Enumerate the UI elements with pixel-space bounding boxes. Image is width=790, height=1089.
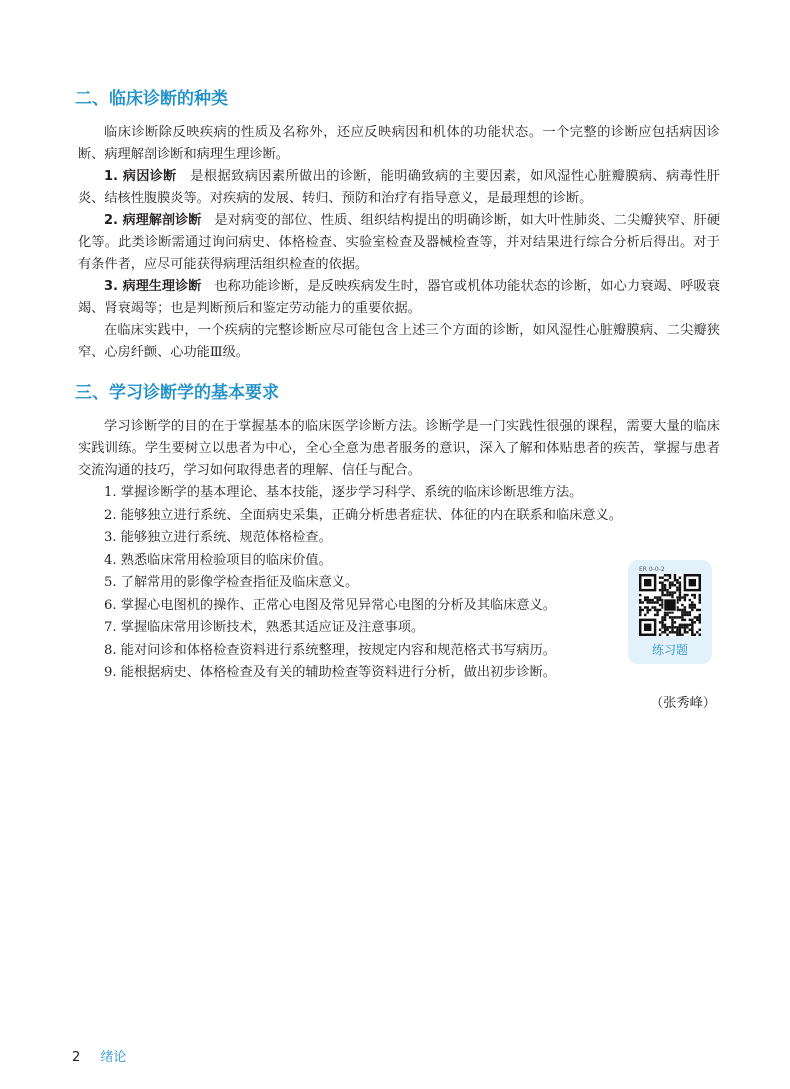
section-title-learning-requirements: 三、学习诊断学的基本要求 [75,383,279,403]
list-item: 3. 能够独立进行系统、规范体格检查。 [104,530,332,545]
author-credit: （张秀峰） [650,695,716,711]
list-item: 7. 掌握临床常用诊断技术，熟悉其适应证及注意事项。 [104,620,425,635]
diagnosis-type-item [78,276,720,320]
list-item: 1. 掌握诊断学的基本理论、基本技能，逐步学习科学、系统的临床诊断思维方法。 [104,485,583,500]
qr-code-icon[interactable] [639,574,701,636]
chapter-name: 绪论 [100,1050,127,1065]
diagnosis-type-item [78,210,720,276]
section-closing-paragraph: 在临床实践中，一个疾病的完整诊断应尽可能包含上述三个方面的诊断，如风湿性心脏瓣膜病、二尖瓣狭窄、心房纤颤、心功能Ⅲ级。 [78,323,720,360]
list-item: 2. 能够独立进行系统、全面病史采集，正确分析患者症状、体征的内在联系和临床意义。 [104,507,622,523]
list-item: 8. 能对问诊和体格检查资料进行系统整理，按规定内容和规范格式书写病历。 [104,642,556,658]
item-text: 也称功能诊断，是反映疾病发生时，器官或机体功能状态的诊断，如心力衰竭、呼吸衰竭、肾衰竭等；也是判断预后和鉴定劳动能力的重要依据。 [78,279,721,316]
qr-code-id: ER 0-0-2 [639,566,665,573]
section-intro-paragraph: 学习诊断学的目的在于掌握基本的临床医学诊断方法。诊断学是一门实践性很强的课程，需要大量的临床实践训练。学生要树立以患者为中心，全心全意为患者服务的意识，深入了解和体贴患者的疾苦，掌握与患者交流沟通的技巧，学习如何取得患者的理解、信任与配合。 [78,419,720,478]
list-item: 6. 掌握心电图机的操作、正常心电图及常见异常心电图的分析及其临床意义。 [104,597,556,613]
item-heading: 1. 病因诊断 [104,169,177,184]
section-title-diagnosis-types: 二、临床诊断的种类 [75,89,228,109]
diagnosis-type-item [78,166,720,210]
requirements-list [78,482,622,685]
item-heading: 3. 病理生理诊断 [104,279,202,294]
qr-label: 练习题 [651,643,688,657]
list-item: 4. 熟悉临床常用检验项目的临床价值。 [104,552,332,568]
list-item: 5. 了解常用的影像学检查指征及临床意义。 [104,575,359,590]
section-intro-paragraph: 临床诊断除反映疾病的性质及名称外，还应反映病因和机体的功能状态。一个完整的诊断应包括病因诊断、病理解剖诊断和病理生理诊断。 [78,125,720,162]
page-footer [72,1046,126,1065]
item-text: 是对病变的部位、性质、组织结构提出的明确诊断，如大叶性肺炎、二尖瓣狭窄、肝硬化等。此类诊断需通过询问病史、体格检查、实验室检查及器械检查等，并对结果进行综合分析后得出。对于有条件者，应尽可能获得病理活组织检查的依据。 [78,213,721,272]
page-number: 2 [72,1050,81,1065]
list-item: 9. 能根据病史、体格检查及有关的辅助检查等资料进行分析，做出初步诊断。 [104,665,556,680]
page-content [75,86,721,715]
exercise-qr-card[interactable] [628,560,712,664]
item-text: 是根据致病因素所做出的诊断，能明确致病的主要因素，如风湿性心脏瓣膜病、病毒性肝炎、结核性腹膜炎等。对疾病的发展、转归、预防和治疗有指导意义，是最理想的诊断。 [78,169,720,206]
item-heading: 2. 病理解剖诊断 [104,213,202,228]
